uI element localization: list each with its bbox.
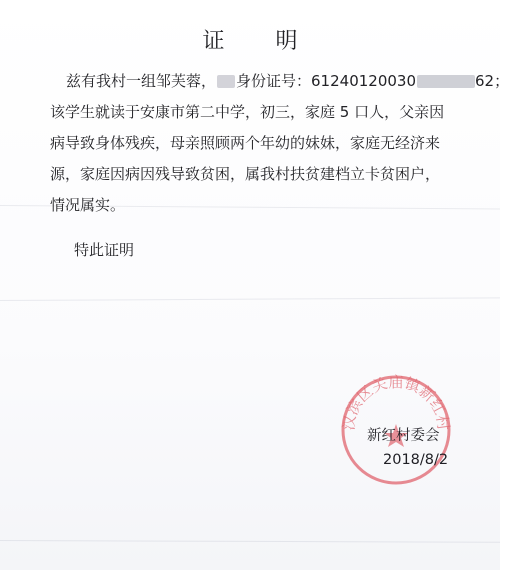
body-line-5: 情况属实。 [50,196,126,214]
signing-date: 2018/8/2 [383,452,449,468]
body-line-1 [50,66,509,97]
body-line-1-start: 兹有我村一组邹芙蓉， [66,72,217,90]
document-body [50,66,509,221]
redaction-mark [417,75,475,88]
document-title: 证 明 [202,29,320,54]
body-line-2: 该学生就读于安康市第二中学，初三，家庭 5 口人，父亲因 [50,103,445,121]
closing-statement: 特此证明 [74,241,135,259]
paper-crease [0,297,500,301]
body-line-4: 源，家庭因病因残导致贫困，属我村扶贫建档立卡贫困户， [50,165,441,183]
body-line-1-id: 身份证号：61240120030 [236,72,416,90]
seal-ring-text: 汉滨区关庙镇新红村 [339,373,453,432]
body-line-3: 病导致身体残疾，母亲照顾两个年幼的妹妹，家庭无经济来 [50,134,441,152]
signing-organization: 新红村委会 [367,428,440,444]
redaction-mark [217,75,235,88]
paper-crease [0,540,500,543]
body-line-1-tail: 62； [475,72,509,90]
